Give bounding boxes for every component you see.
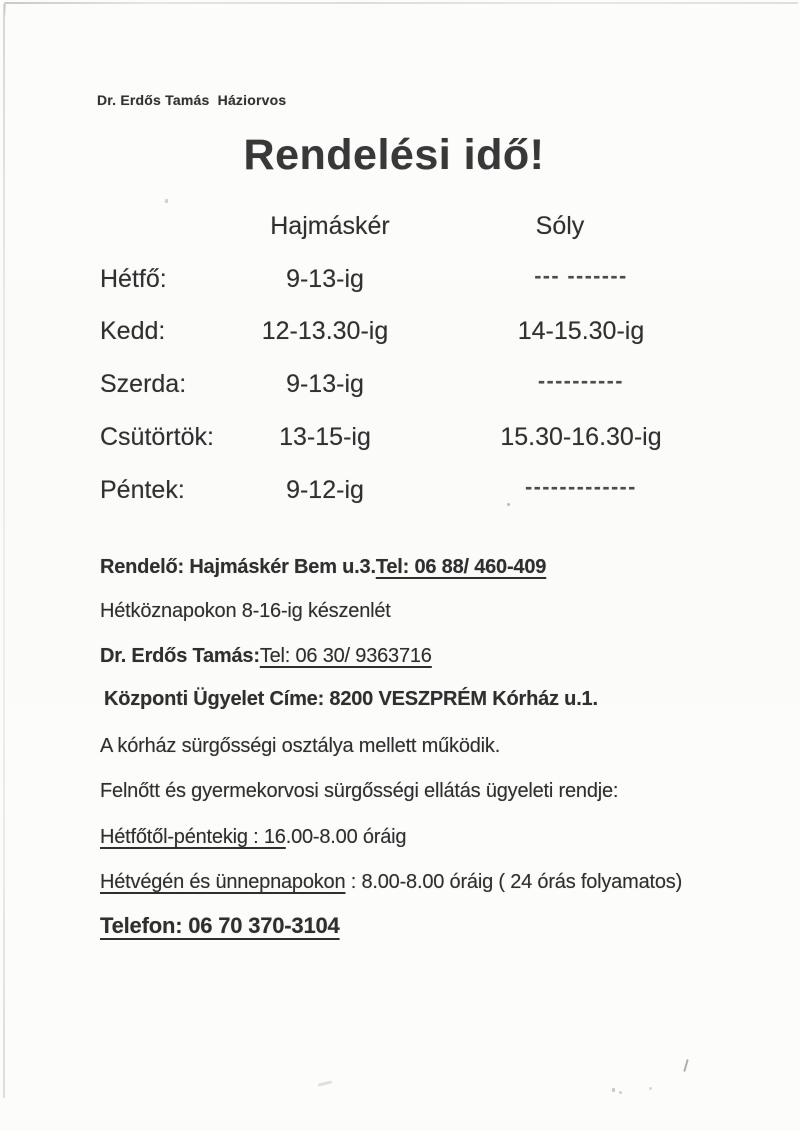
schedule-day-tuesday: Kedd: (100, 317, 166, 345)
schedule-time-soly-empty: ---------- (538, 370, 624, 393)
column-header-hajmasker: Hajmáskér (270, 212, 390, 240)
scan-artifact-top-edge (5, 2, 798, 4)
schedule-day-friday: Péntek: (100, 476, 185, 504)
schedule-day-monday: Hétfő: (100, 265, 167, 293)
schedule-time-hajmasker: 9-12-ig (286, 476, 364, 504)
schedule-time-soly: 14-15.30-ig (517, 317, 645, 345)
scan-artifact-speck (507, 503, 510, 506)
weekend-duty-line (100, 871, 682, 894)
weekday-duty-label: Hétfőtől-péntekig : 16 (100, 826, 286, 848)
schedule-time-soly: 15.30-16.30-ig (500, 423, 662, 451)
doctor-name-header: Dr. Erdős Tamás Háziorvos (97, 92, 287, 108)
duty-schedule-intro-line: Felnőtt és gyermekorvosi sürgősségi ellátás ügyeleti rendje: (100, 780, 619, 802)
scan-artifact-smudge (318, 1080, 332, 1086)
weekday-duty-line (100, 826, 406, 849)
doctor-phone: Tel: 06 30/ 9363716 (259, 645, 432, 667)
weekday-duty-hours: .00-8.00 óráig (285, 826, 407, 848)
schedule-time-soly-empty: --- ------- (534, 265, 628, 288)
doctor-phone-line (100, 645, 432, 668)
weekend-duty-hours: : 8.00-8.00 óráig ( 24 órás folyamatos) (345, 871, 683, 893)
column-header-soly: Sóly (535, 212, 585, 240)
hospital-note-line: A kórház sürgősségi osztálya mellett működik. (100, 735, 501, 757)
scan-artifact-mark (683, 1059, 689, 1072)
schedule-day-wednesday: Szerda: (100, 370, 187, 398)
office-address: Rendelő: Hajmáskér Bem u.3. (100, 556, 376, 578)
scan-artifact-speck (619, 1091, 622, 1094)
doctor-name: Dr. Erdős Tamás: (100, 645, 260, 667)
scan-artifact-speck (165, 199, 169, 204)
standby-hours-line: Hétköznapokon 8-16-ig készenlét (100, 600, 391, 622)
scan-artifact-speck (612, 1088, 615, 1092)
weekend-duty-label: Hétvégén és ünnepnapokon (100, 871, 346, 893)
duty-phone-line: Telefon: 06 70 370-3104 (100, 913, 340, 938)
scan-artifact-speck (649, 1087, 652, 1090)
schedule-time-hajmasker: 9-13-ig (286, 370, 364, 398)
page-title: Rendelési idő! (243, 131, 545, 179)
central-duty-address-line: Központi Ügyelet Címe: 8200 VESZPRÉM Kórház u.1. (104, 688, 598, 710)
schedule-time-hajmasker: 9-13-ig (286, 265, 364, 293)
schedule-time-hajmasker: 12-13.30-ig (261, 317, 389, 345)
office-address-line (100, 556, 546, 579)
schedule-day-thursday: Csütörtök: (100, 423, 214, 451)
schedule-time-hajmasker: 13-15-ig (279, 423, 371, 451)
schedule-time-soly-empty: ------------- (525, 476, 637, 499)
office-phone: Tel: 06 88/ 460-409 (375, 556, 547, 578)
